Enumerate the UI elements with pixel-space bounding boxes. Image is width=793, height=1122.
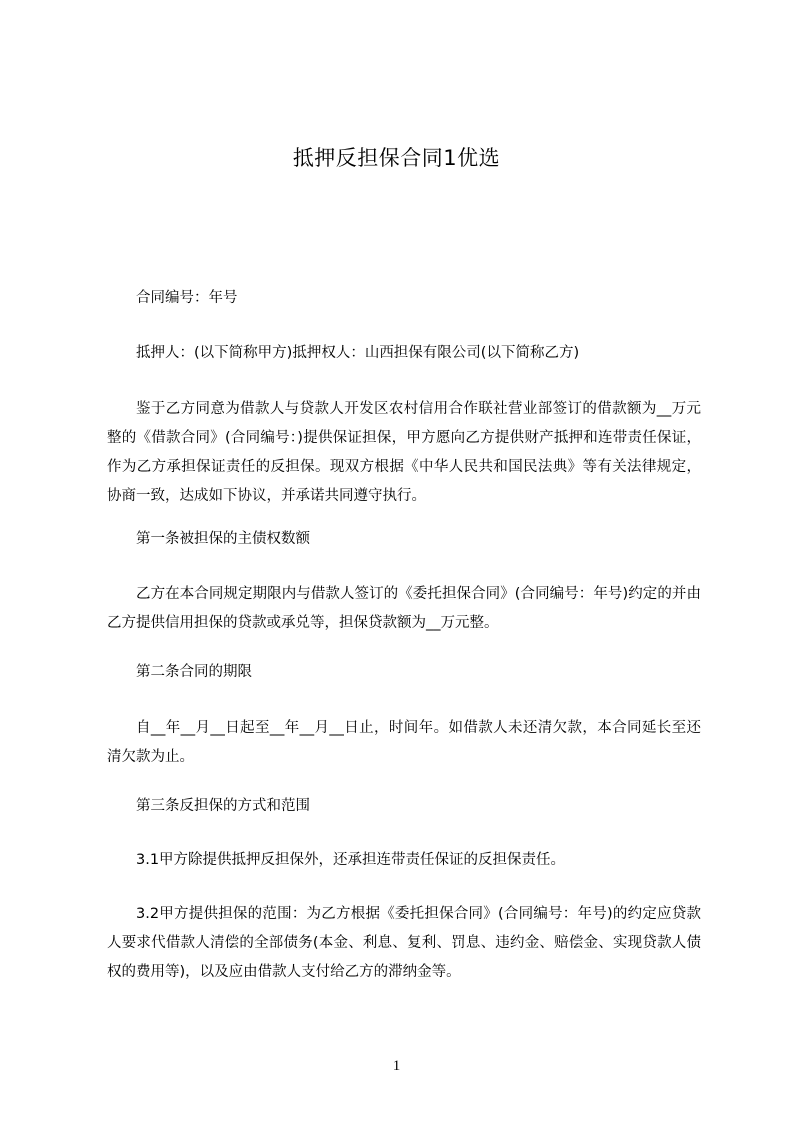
parties-line: 抵押人：(以下简称甲方)抵押权人：山西担保有限公司(以下简称乙方) [136,345,580,361]
article-2-body: 自__年__月__日起至__年__月__日止，时间年。如借款人未还清欠款，本合同延长至还清欠款为止。 [107,720,701,765]
article-2-heading: 第二条合同的期限 [136,664,252,680]
article-1-body: 乙方在本合同规定期限内与借款人签订的《委托担保合同》(合同编号：年号)约定的并由乙方提供信用担保的贷款或承兑等，担保贷款额为__万元整。 [107,586,701,631]
preamble-paragraph: 鉴于乙方同意为借款人与贷款人开发区农村信用合作联社营业部签订的借款额为__万元整的《借款合同》(合同编号：)提供保证担保，甲方愿向乙方提供财产抵押和连带责任保证，作为乙方承担保证责任的反担保。现双方根据《中华人民共和国民法典》等有关法律规定，协商一致，达成如下协议，并承诺共同遵守执行。 [107,401,701,504]
article-1-heading: 第一条被担保的主债权数额 [136,531,310,547]
contract-number-line: 合同编号：年号 [136,290,238,306]
document-title: 抵押反担保合同1优选 [292,146,501,170]
article-3-heading: 第三条反担保的方式和范围 [136,798,310,814]
clause-3-1: 3.1甲方除提供抵押反担保外，还承担连带责任保证的反担保责任。 [136,852,566,868]
page-number: 1 [392,1058,401,1074]
clause-3-2: 3.2甲方提供担保的范围：为乙方根据《委托担保合同》(合同编号：年号)的约定应贷款人要求代借款人清偿的全部债务(本金、利息、复利、罚息、违约金、赔偿金、实现贷款人债权的费用等)，以及应由借款人支付给乙方的滞纳金等。 [107,906,701,980]
